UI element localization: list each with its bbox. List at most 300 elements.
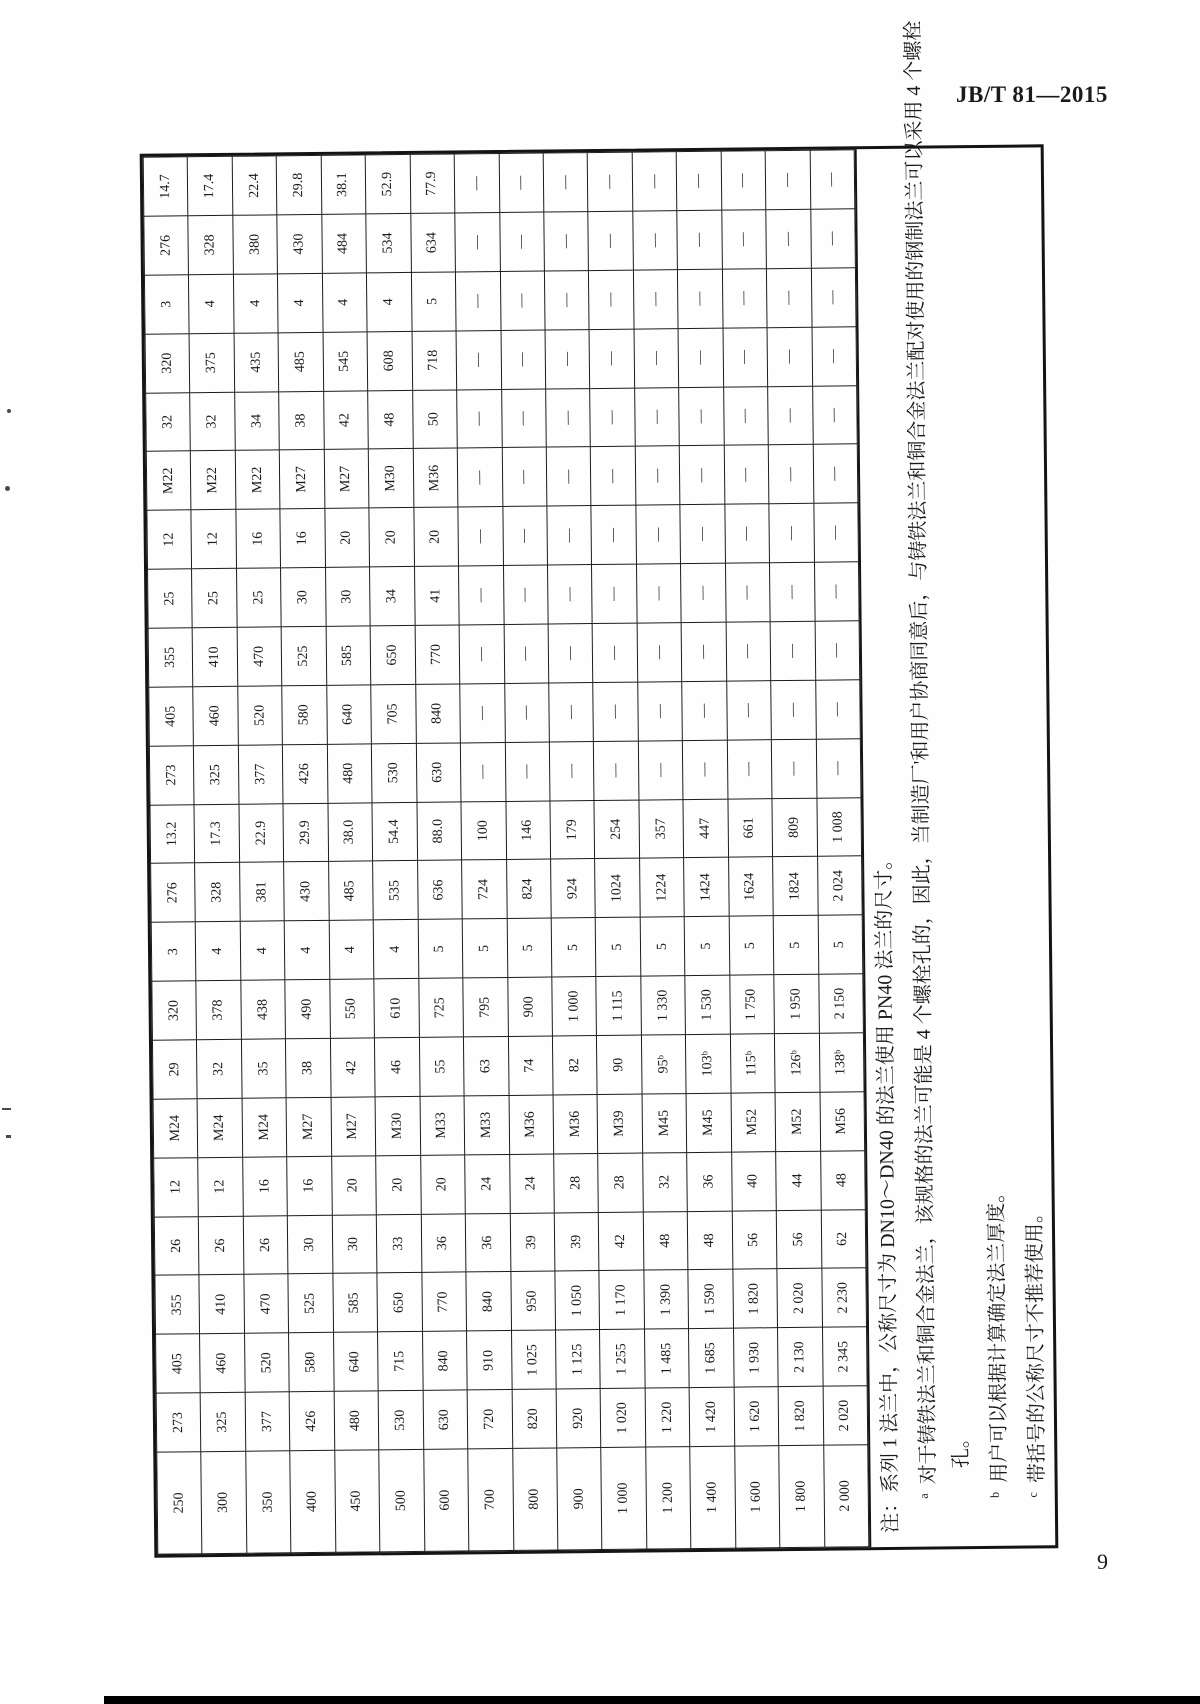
standard-number: JB/T 81—2015: [956, 82, 1108, 107]
note-main: 注：系列 1 法兰中，公称尺寸为 DN10～DN40 的法兰使用 PN40 法兰的尺寸。: [873, 849, 903, 1534]
value-cell: 525: [281, 626, 326, 685]
value-cell: 36: [687, 1152, 732, 1211]
value-cell: 636: [417, 860, 462, 919]
value-cell: 35: [241, 1039, 286, 1098]
value-cell: —: [636, 564, 681, 623]
dn-cell: 400: [290, 1450, 336, 1552]
value-cell: 1024: [595, 858, 640, 917]
value-cell: 38: [286, 1038, 331, 1097]
dn-cell: 1 800: [779, 1445, 825, 1547]
value-cell: 580: [289, 1333, 334, 1392]
value-cell: M22: [191, 451, 236, 510]
value-cell: —: [679, 387, 724, 446]
value-cell: 29.8: [277, 155, 322, 214]
value-cell: —: [678, 269, 723, 328]
value-cell: —: [500, 271, 545, 330]
value-cell: 840: [422, 1331, 467, 1390]
value-cell: 530: [378, 1391, 423, 1450]
value-cell: 718: [412, 331, 457, 390]
value-cell: 4: [367, 272, 412, 331]
value-cell: —: [503, 565, 548, 624]
dn-cell: 250: [157, 1452, 203, 1554]
value-cell: —: [591, 446, 636, 505]
value-cell: 809: [772, 798, 817, 857]
value-cell: 585: [326, 626, 371, 685]
value-cell: M45: [686, 1093, 731, 1152]
value-cell: 5: [596, 917, 641, 976]
value-cell: —: [545, 329, 590, 388]
value-cell: 534: [366, 213, 411, 272]
value-cell: —: [459, 624, 504, 683]
value-cell: 426: [289, 1391, 334, 1450]
value-cell: 179: [550, 800, 595, 859]
value-cell: 100: [461, 801, 506, 860]
value-cell: 25: [148, 569, 193, 628]
footnote-c-text: 带括号的公称尺寸不推荐使用。: [1023, 1203, 1049, 1484]
value-cell: —: [549, 741, 594, 800]
value-cell: —: [504, 683, 549, 742]
value-cell: 42: [323, 390, 368, 449]
value-cell: 320: [152, 981, 197, 1040]
value-cell: —: [721, 210, 766, 269]
value-cell: 32: [642, 1152, 687, 1211]
value-cell: M27: [280, 450, 325, 509]
value-cell: —: [768, 445, 813, 504]
value-cell: —: [592, 564, 637, 623]
value-cell: 725: [418, 978, 463, 1037]
value-cell: M52: [731, 1093, 776, 1152]
value-cell: 38.0: [328, 802, 373, 861]
value-cell: 4: [233, 274, 278, 333]
value-cell: 375: [189, 333, 234, 392]
footnote-a-marker: a: [916, 1493, 931, 1499]
value-cell: 480: [327, 744, 372, 803]
value-cell: 405: [156, 1334, 201, 1393]
value-cell: 5: [462, 919, 507, 978]
value-cell: —: [588, 152, 633, 211]
value-cell: 33: [376, 1214, 421, 1273]
value-cell: 115ᵇ: [730, 1034, 775, 1093]
value-cell: 1 620: [734, 1387, 779, 1446]
value-cell: —: [723, 386, 768, 445]
value-cell: M33: [464, 1095, 509, 1154]
value-cell: 484: [322, 214, 367, 273]
value-cell: 4: [373, 920, 418, 979]
value-cell: 1 050: [555, 1271, 600, 1330]
value-cell: —: [504, 624, 549, 683]
scan-speck: [5, 486, 10, 491]
value-cell: 720: [467, 1390, 512, 1449]
value-cell: 77.9: [410, 154, 455, 213]
value-cell: —: [633, 211, 678, 270]
scan-speck: [6, 1135, 11, 1138]
dn-cell: 1 400: [690, 1446, 736, 1548]
value-cell: 26: [199, 1216, 244, 1275]
value-cell: 1 125: [555, 1330, 600, 1389]
value-cell: 1 390: [644, 1270, 689, 1329]
value-cell: 1 255: [600, 1329, 645, 1388]
value-cell: 1 530: [685, 975, 730, 1034]
value-cell: 924: [551, 859, 596, 918]
value-cell: 4: [189, 274, 234, 333]
value-cell: 5: [684, 916, 729, 975]
value-cell: 90: [597, 1035, 642, 1094]
value-cell: 820: [512, 1389, 557, 1448]
value-cell: 95ᵇ: [641, 1035, 686, 1094]
value-cell: 490: [285, 979, 330, 1038]
value-cell: 4: [278, 273, 323, 332]
page-number: 9: [1097, 1549, 1108, 1574]
value-cell: 580: [282, 685, 327, 744]
value-cell: 840: [466, 1272, 511, 1331]
value-cell: 530: [372, 743, 417, 802]
value-cell: 46: [375, 1037, 420, 1096]
value-cell: 3: [151, 922, 196, 981]
value-cell: 661: [728, 798, 773, 857]
value-cell: 1 000: [552, 977, 597, 1036]
value-cell: 12: [198, 1157, 243, 1216]
value-cell: 485: [278, 332, 323, 391]
value-cell: —: [680, 446, 725, 505]
value-cell: 12: [191, 510, 236, 569]
value-cell: —: [547, 506, 592, 565]
value-cell: 3: [144, 275, 189, 334]
value-cell: 30: [288, 1215, 333, 1274]
value-cell: 328: [195, 863, 240, 922]
value-cell: 470: [244, 1274, 289, 1333]
value-cell: 52.9: [365, 154, 410, 213]
value-cell: 62: [821, 1209, 866, 1268]
value-cell: 5: [640, 917, 685, 976]
value-cell: 41: [414, 566, 459, 625]
value-cell: —: [681, 563, 726, 622]
value-cell: 410: [199, 1275, 244, 1334]
value-cell: —: [459, 566, 504, 625]
value-cell: 42: [330, 1038, 375, 1097]
value-cell: 20: [420, 1155, 465, 1214]
value-cell: —: [810, 150, 855, 209]
value-cell: 25: [192, 568, 237, 627]
value-cell: 381: [239, 862, 284, 921]
value-cell: —: [634, 387, 679, 446]
value-cell: M30: [368, 449, 413, 508]
value-cell: 30: [332, 1214, 377, 1273]
value-cell: —: [770, 562, 815, 621]
value-cell: 900: [507, 977, 552, 1036]
value-cell: 640: [333, 1332, 378, 1391]
value-cell: M56: [820, 1092, 865, 1151]
value-cell: —: [635, 446, 680, 505]
value-cell: 30: [325, 567, 370, 626]
footnote-c-marker: c: [1025, 1492, 1040, 1498]
value-cell: —: [771, 680, 816, 739]
value-cell: —: [460, 742, 505, 801]
value-cell: M33: [420, 1096, 465, 1155]
value-cell: 138ᵇ: [819, 1033, 864, 1092]
value-cell: —: [457, 389, 502, 448]
value-cell: M24: [198, 1098, 243, 1157]
value-cell: —: [546, 388, 591, 447]
value-cell: 640: [326, 685, 371, 744]
dn-cell: 2 000: [823, 1445, 869, 1547]
value-cell: —: [460, 683, 505, 742]
value-cell: —: [723, 327, 768, 386]
value-cell: —: [590, 388, 635, 447]
value-cell: 32: [190, 392, 235, 451]
value-cell: —: [543, 153, 588, 212]
value-cell: 325: [201, 1392, 246, 1451]
scan-edge-artifact: [104, 1696, 1200, 1704]
value-cell: 377: [238, 744, 283, 803]
value-cell: 5: [729, 916, 774, 975]
value-cell: 44: [776, 1151, 821, 1210]
value-cell: 2 020: [823, 1386, 868, 1445]
value-cell: 608: [367, 331, 412, 390]
value-cell: 20: [369, 508, 414, 567]
value-cell: 1 820: [778, 1386, 823, 1445]
value-cell: 5: [418, 919, 463, 978]
value-cell: 430: [277, 214, 322, 273]
value-cell: —: [544, 212, 589, 271]
value-cell: M36: [553, 1094, 598, 1153]
value-cell: —: [814, 562, 859, 621]
value-cell: —: [458, 507, 503, 566]
value-cell: —: [505, 742, 550, 801]
value-cell: 715: [378, 1332, 423, 1391]
value-cell: 840: [415, 684, 460, 743]
value-cell: —: [589, 329, 634, 388]
value-cell: 28: [598, 1153, 643, 1212]
flange-dimension-table: [143, 149, 870, 1554]
value-cell: —: [502, 506, 547, 565]
value-cell: 38: [279, 391, 324, 450]
value-cell: 447: [683, 799, 728, 858]
value-cell: 39: [554, 1212, 599, 1271]
value-cell: M52: [775, 1092, 820, 1151]
value-cell: 63: [464, 1036, 509, 1095]
value-cell: 4: [322, 273, 367, 332]
value-cell: 48: [643, 1211, 688, 1270]
value-cell: 32: [197, 1039, 242, 1098]
value-cell: 5: [773, 915, 818, 974]
value-cell: 24: [465, 1154, 510, 1213]
value-cell: M27: [324, 449, 369, 508]
value-cell: 535: [373, 861, 418, 920]
value-cell: —: [593, 682, 638, 741]
value-cell: 38.1: [321, 155, 366, 214]
value-cell: 48: [820, 1150, 865, 1209]
dn-cell: 450: [335, 1450, 381, 1552]
value-cell: 2 230: [821, 1268, 866, 1327]
value-cell: 1224: [639, 858, 684, 917]
value-cell: 426: [283, 744, 328, 803]
value-cell: —: [501, 330, 546, 389]
value-cell: —: [455, 271, 500, 330]
dn-cell: 700: [468, 1448, 514, 1550]
value-cell: 1 590: [688, 1270, 733, 1329]
value-cell: 2 150: [818, 974, 863, 1033]
value-cell: 1 420: [689, 1387, 734, 1446]
value-cell: 1424: [684, 858, 729, 917]
value-cell: 585: [333, 1273, 378, 1332]
value-cell: 48: [688, 1211, 733, 1270]
value-cell: —: [549, 682, 594, 741]
value-cell: M30: [375, 1096, 420, 1155]
value-cell: —: [767, 268, 812, 327]
value-cell: 438: [241, 980, 286, 1039]
value-cell: 26: [154, 1216, 199, 1275]
value-cell: 4: [285, 921, 330, 980]
value-cell: 545: [323, 332, 368, 391]
value-cell: 36: [465, 1213, 510, 1272]
value-cell: 1 115: [596, 976, 641, 1035]
value-cell: —: [502, 447, 547, 506]
value-cell: 377: [245, 1392, 290, 1451]
value-cell: M36: [509, 1095, 554, 1154]
value-cell: 20: [325, 508, 370, 567]
value-cell: 25: [236, 568, 281, 627]
value-cell: 378: [196, 980, 241, 1039]
value-cell: 2 345: [822, 1327, 867, 1386]
value-cell: 1 930: [733, 1328, 778, 1387]
value-cell: 34: [370, 567, 415, 626]
value-cell: 16: [280, 509, 325, 568]
value-cell: —: [768, 386, 813, 445]
value-cell: 630: [416, 743, 461, 802]
value-cell: 20: [376, 1155, 421, 1214]
value-cell: 1 020: [601, 1388, 646, 1447]
value-cell: 16: [243, 1156, 288, 1215]
value-cell: 39: [510, 1213, 555, 1272]
value-cell: 4: [240, 921, 285, 980]
value-cell: 355: [155, 1275, 200, 1334]
footnote-a-wrap: 孔。: [950, 1428, 973, 1469]
value-cell: 26: [243, 1215, 288, 1274]
value-cell: —: [678, 328, 723, 387]
dn-cell: 1 200: [646, 1447, 692, 1549]
value-cell: 12: [147, 510, 192, 569]
value-cell: M39: [597, 1094, 642, 1153]
value-cell: 5: [411, 272, 456, 331]
value-cell: —: [815, 680, 860, 739]
value-cell: 103ᵇ: [686, 1034, 731, 1093]
value-cell: —: [767, 327, 812, 386]
value-cell: M27: [286, 1097, 331, 1156]
value-cell: 56: [776, 1210, 821, 1269]
value-cell: 630: [423, 1390, 468, 1449]
value-cell: 325: [194, 745, 239, 804]
value-cell: —: [676, 151, 721, 210]
value-cell: 920: [556, 1389, 601, 1448]
value-cell: 12: [154, 1157, 199, 1216]
value-cell: M45: [642, 1093, 687, 1152]
value-cell: 1 008: [817, 797, 862, 856]
value-cell: 254: [594, 800, 639, 859]
value-cell: —: [725, 504, 770, 563]
value-cell: 1 170: [599, 1270, 644, 1329]
value-cell: 30: [281, 567, 326, 626]
value-cell: —: [813, 444, 858, 503]
value-cell: 357: [639, 799, 684, 858]
value-cell: —: [812, 326, 857, 385]
value-cell: —: [594, 741, 639, 800]
value-cell: 146: [505, 801, 550, 860]
value-cell: —: [546, 447, 591, 506]
value-cell: —: [769, 503, 814, 562]
value-cell: M22: [235, 450, 280, 509]
value-cell: 1 950: [774, 974, 819, 1033]
value-cell: —: [816, 738, 861, 797]
value-cell: —: [722, 269, 767, 328]
value-cell: 54.4: [372, 802, 417, 861]
value-cell: 724: [462, 860, 507, 919]
value-cell: 36: [421, 1213, 466, 1272]
value-cell: 1824: [773, 857, 818, 916]
value-cell: 435: [234, 333, 279, 392]
scan-speck: [2, 1108, 11, 1110]
value-cell: —: [547, 565, 592, 624]
value-cell: —: [591, 505, 636, 564]
value-cell: —: [680, 504, 725, 563]
scan-speck: [7, 409, 11, 413]
value-cell: 5: [507, 918, 552, 977]
value-cell: —: [548, 624, 593, 683]
value-cell: 520: [244, 1333, 289, 1392]
value-cell: 770: [415, 625, 460, 684]
dn-cell: 350: [246, 1451, 292, 1553]
value-cell: 17.4: [188, 156, 233, 215]
value-cell: 485: [328, 861, 373, 920]
footnote-b-marker: b: [987, 1491, 1002, 1498]
value-cell: —: [499, 212, 544, 271]
value-cell: M24: [153, 1099, 198, 1158]
value-cell: M24: [242, 1098, 287, 1157]
value-cell: 550: [330, 979, 375, 1038]
value-cell: 56: [732, 1210, 777, 1269]
value-cell: —: [638, 681, 683, 740]
value-cell: 50: [412, 389, 457, 448]
value-cell: —: [456, 330, 501, 389]
value-cell: —: [455, 212, 500, 271]
value-cell: —: [681, 622, 726, 681]
dn-cell: 1 000: [601, 1447, 647, 1549]
value-cell: —: [766, 209, 811, 268]
value-cell: 276: [151, 863, 196, 922]
value-cell: —: [499, 153, 544, 212]
value-cell: 1 485: [644, 1329, 689, 1388]
value-cell: 1 820: [733, 1269, 778, 1328]
value-cell: 17.3: [194, 804, 239, 863]
value-cell: 22.4: [232, 156, 277, 215]
table-body: [143, 150, 869, 1554]
dn-cell: 500: [379, 1449, 425, 1551]
value-cell: 22.9: [239, 803, 284, 862]
value-cell: 14.7: [143, 157, 188, 216]
value-cell: —: [636, 505, 681, 564]
value-cell: 824: [506, 859, 551, 918]
value-cell: 460: [193, 686, 238, 745]
dn-cell: 900: [557, 1448, 603, 1550]
value-cell: —: [765, 150, 810, 209]
value-cell: 1 220: [645, 1388, 690, 1447]
value-cell: 910: [467, 1331, 512, 1390]
value-cell: 276: [144, 216, 189, 275]
value-cell: 2 130: [778, 1327, 823, 1386]
value-cell: —: [815, 621, 860, 680]
value-cell: —: [812, 385, 857, 444]
value-cell: 410: [193, 627, 238, 686]
value-cell: —: [771, 739, 816, 798]
